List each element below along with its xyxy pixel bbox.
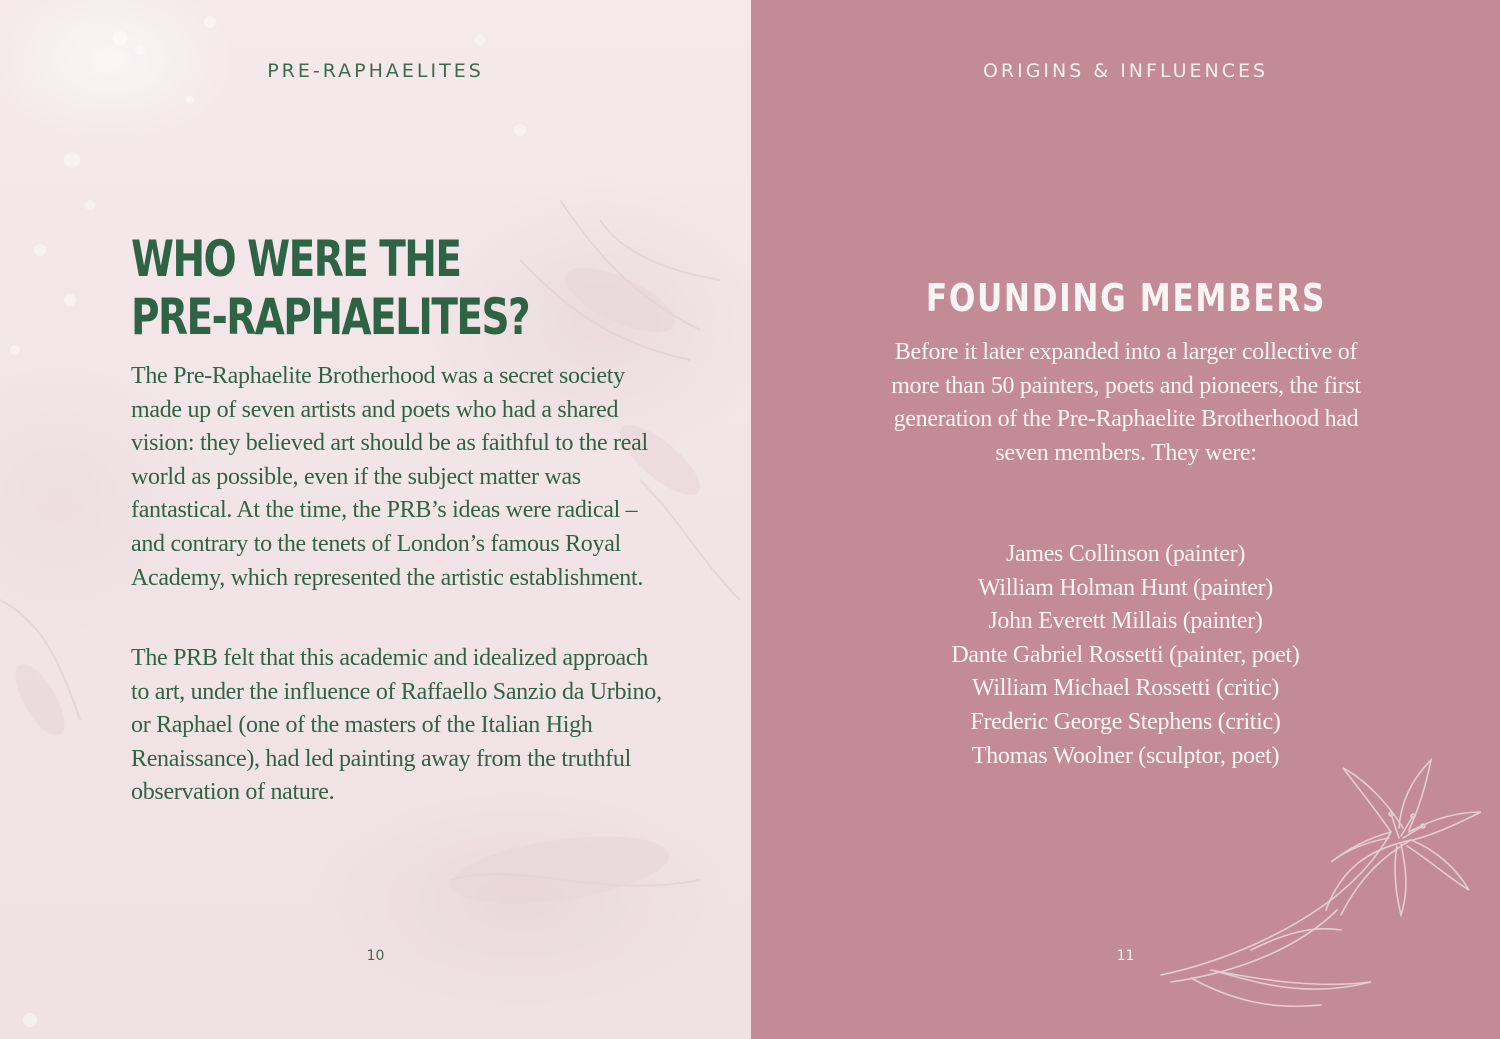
page-title xyxy=(131,230,568,346)
section-heading xyxy=(751,276,1500,320)
section-heading-text: FOUNDING MEMBERS xyxy=(925,276,1326,320)
list-item: John Everett Millais (painter) xyxy=(988,608,1263,635)
list-item: William Michael Rossetti (critic) xyxy=(971,675,1280,702)
intro-paragraph: Before it later expanded into a larger collective of more than 50 painters, poets and pioneers, the first generation of the Pre-Raphaelite Brotherhood had seven members. They were: xyxy=(891,339,1361,466)
list-item: Frederic George Stephens (critic) xyxy=(970,708,1281,735)
list-item: Dante Gabriel Rossetti (painter, poet) xyxy=(951,641,1300,668)
page-number-right: 11 xyxy=(1116,948,1135,964)
body-paragraph-1: The Pre-Raphaelite Brotherhood was a secret society made up of seven artists and poets who had a shared vision: they believed art should be as faithful to the real world as possible, even if the subject matter was fantastical. At the time, the PRB’s ideas were radical – and contrary to the tenets of London’s famous Royal Academy, which represented the artistic establishment. xyxy=(131,363,648,591)
running-head-left: PRE-RAPHAELITES xyxy=(267,60,484,82)
running-head-right: ORIGINS & INFLUENCES xyxy=(982,60,1269,82)
page-title-line-2: PRE-RAPHAELITES? xyxy=(131,288,530,346)
page-number-left: 10 xyxy=(366,948,385,964)
lily-line-drawing-icon xyxy=(1151,750,1491,1039)
page-title-line-1: WHO WERE THE xyxy=(131,230,461,288)
body-paragraph-2: The PRB felt that this academic and idealized approach to art, under the influence of Raffaello Sanzio da Urbino, or Raphael (one of the masters of the Italian High Renaissance), had led painting away from the truthful observation of nature. xyxy=(131,645,662,806)
right-page xyxy=(751,0,1500,1039)
members-list xyxy=(851,538,1400,773)
list-item: Thomas Woolner (sculptor, poet) xyxy=(971,742,1280,769)
list-item: William Holman Hunt (painter) xyxy=(978,574,1273,601)
list-item: James Collinson (painter) xyxy=(1005,541,1246,567)
